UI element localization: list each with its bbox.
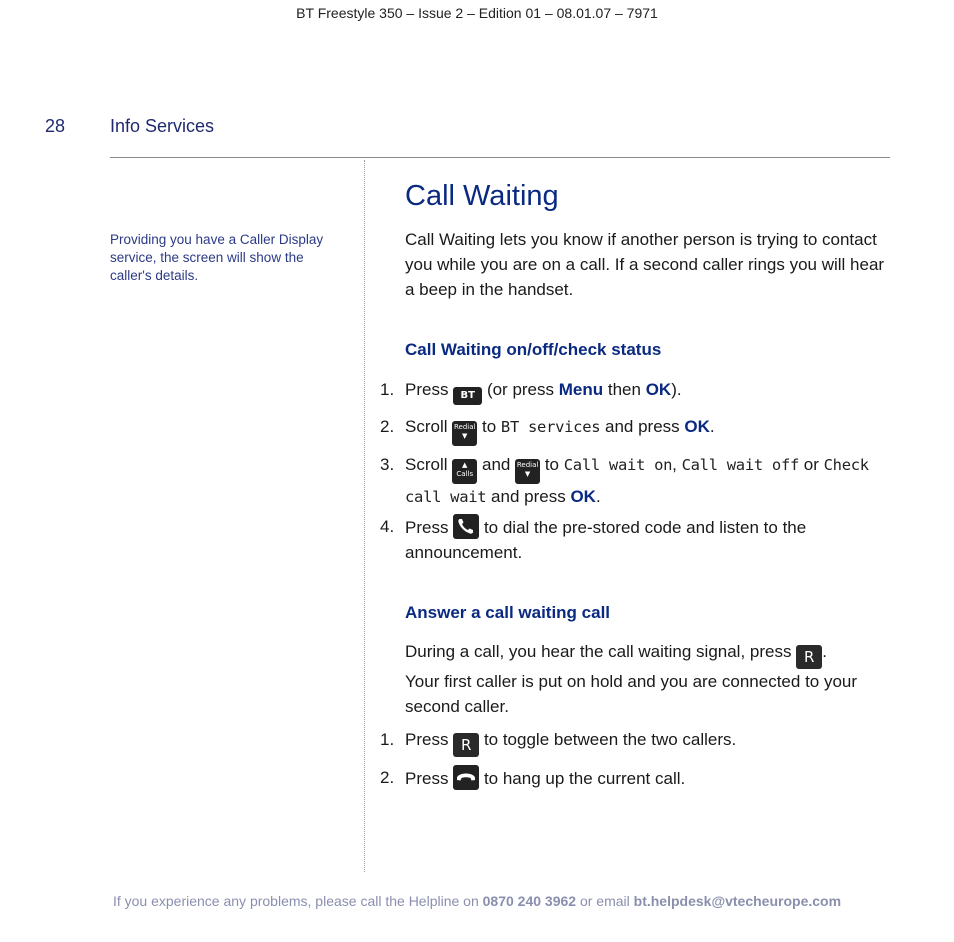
step-text: to hang up the current call. xyxy=(483,769,686,788)
step-text: Press xyxy=(405,380,449,399)
step-text: and xyxy=(481,455,511,474)
ok-label: OK xyxy=(570,487,596,506)
footer-text: or email xyxy=(579,893,630,909)
subheading-answer: Answer a call waiting call xyxy=(405,603,611,622)
display-text: Call wait on xyxy=(563,456,673,474)
step-3 xyxy=(405,452,895,510)
footer-helpline xyxy=(0,893,954,909)
step-text: and press xyxy=(605,417,680,436)
up-arrow-icon: ▲ xyxy=(462,461,468,469)
side-note: Providing you have a Caller Display service, the screen will show the caller's details. xyxy=(110,232,324,283)
step-text: and press xyxy=(491,487,566,506)
header-divider xyxy=(110,157,890,158)
step-text: to xyxy=(544,455,560,474)
down-arrow-icon: ▼ xyxy=(524,470,531,478)
r-key-icon: R xyxy=(796,645,822,669)
step-number: 4. xyxy=(380,517,395,536)
ok-label: OK xyxy=(645,380,672,399)
phone-handset-icon xyxy=(453,514,479,539)
page-number: 28 xyxy=(45,116,66,136)
down-arrow-icon: ▼ xyxy=(462,432,468,440)
intro-paragraph: Call Waiting lets you know if another person is trying to contact you while you are on a call. If a second caller rings you will hear a beep in the handset. xyxy=(405,230,885,299)
step-text: ). xyxy=(671,380,682,399)
r-key-icon: R xyxy=(453,733,479,757)
redial-key-label: Redial xyxy=(516,461,539,469)
footer-text: If you experience any problems, please call the Helpline on xyxy=(112,893,479,909)
helpline-number: 0870 240 3962 xyxy=(482,893,577,909)
subheading-status: Call Waiting on/off/check status xyxy=(405,340,662,359)
step-2 xyxy=(405,414,895,446)
step-text: Press xyxy=(405,730,449,749)
answer-step-1 xyxy=(405,727,895,757)
step-text: then xyxy=(607,380,641,399)
step-text: (or press xyxy=(486,380,555,399)
step-1 xyxy=(405,377,895,405)
talk-key-icon xyxy=(453,514,479,539)
step-text: During a call, you hear the call waiting signal, press xyxy=(405,642,792,661)
bt-key-icon: BT xyxy=(453,387,482,405)
page-title: Call Waiting xyxy=(405,180,559,212)
step-number: 3. xyxy=(380,455,395,474)
hang-up-key-icon xyxy=(453,765,479,790)
ok-label: OK xyxy=(684,417,710,436)
answer-step-2 xyxy=(405,765,895,791)
answer-paragraph xyxy=(405,639,895,719)
step-number: 1. xyxy=(380,380,395,399)
redial-down-key-icon xyxy=(515,459,540,484)
display-text: Call wait off xyxy=(681,456,800,474)
redial-down-key-icon xyxy=(452,421,477,446)
column-divider xyxy=(364,160,365,872)
step-text: . xyxy=(709,417,715,436)
step-text: Your first caller is put on hold and you are connected to your second caller. xyxy=(405,672,858,716)
hang-up-handset-icon xyxy=(453,765,479,790)
calls-key-label: Calls xyxy=(456,470,474,478)
menu-label: Menu xyxy=(558,380,604,399)
display-text: BT services xyxy=(500,418,601,436)
step-text: , xyxy=(672,455,677,474)
calls-up-key-icon xyxy=(452,459,477,484)
step-text: Scroll xyxy=(405,455,448,474)
document-header: BT Freestyle 350 – Issue 2 – Edition 01 – 08.01.07 – 7971 xyxy=(296,5,658,21)
step-text: Scroll xyxy=(405,417,448,436)
step-text: or xyxy=(803,455,819,474)
step-text: to xyxy=(481,417,497,436)
step-text: . xyxy=(822,642,827,661)
display-text: Check call wait xyxy=(405,456,869,506)
step-text: Press xyxy=(405,769,449,788)
step-text: to toggle between the two callers. xyxy=(483,730,737,749)
step-text: to dial the pre-stored code and listen to the announcement. xyxy=(405,518,807,562)
redial-key-label: Redial xyxy=(454,423,476,431)
section-title: Info Services xyxy=(110,116,215,136)
helpdesk-email: bt.helpdesk@vtecheurope.com xyxy=(633,893,842,909)
step-text: Press xyxy=(405,518,449,537)
step-number: 2. xyxy=(380,768,395,787)
step-number: 2. xyxy=(380,417,395,436)
step-text: . xyxy=(595,487,601,506)
step-number: 1. xyxy=(380,730,395,749)
step-4 xyxy=(405,514,895,565)
